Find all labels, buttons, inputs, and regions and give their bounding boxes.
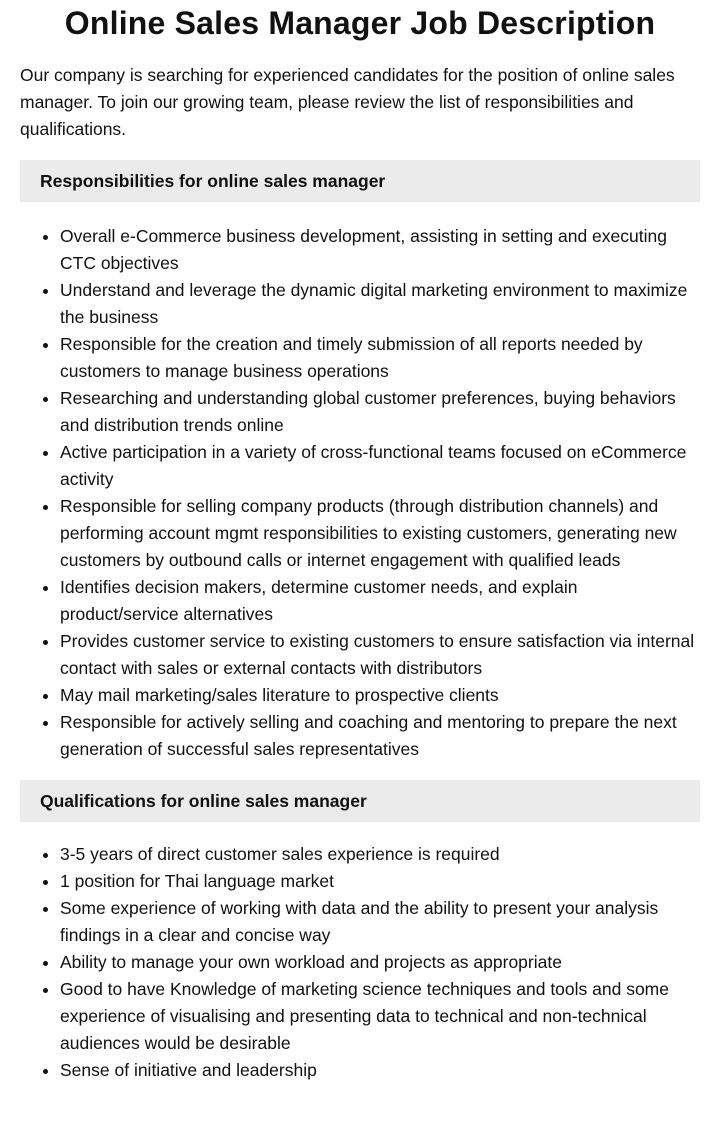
list-item: • Understand and leverage the dynamic digital marketing environment to maximize the business — [60, 277, 700, 331]
list-item: • Responsible for the creation and timely submission of all reports needed by customers to manage business operations — [60, 331, 700, 385]
list-item: • Responsible for actively selling and coaching and mentoring to prepare the next generation of successful sales representatives — [60, 709, 700, 763]
list-item: • 1 position for Thai language market — [60, 868, 700, 895]
list-item: • Sense of initiative and leadership — [60, 1057, 700, 1084]
list-item: • Ability to manage your own workload and projects as appropriate — [60, 949, 700, 976]
qualifications-list — [20, 841, 700, 1084]
intro-paragraph: Our company is searching for experienced candidates for the position of online sales manager. To join our growing team, please review the list of responsibilities and qualifications. — [20, 65, 675, 139]
qualifications-heading: Qualifications for online sales manager — [20, 780, 700, 822]
responsibilities-heading: Responsibilities for online sales manager — [20, 160, 700, 202]
list-item: • Overall e-Commerce business development, assisting in setting and executing CTC objectives — [60, 223, 700, 277]
list-item: • Identifies decision makers, determine customer needs, and explain product/service alternatives — [60, 574, 700, 628]
list-item: • Active participation in a variety of cross-functional teams focused on eCommerce activity — [60, 439, 700, 493]
list-item: • May mail marketing/sales literature to prospective clients — [60, 682, 700, 709]
list-item: • 3-5 years of direct customer sales experience is required — [60, 841, 700, 868]
page-title: Online Sales Manager Job Description — [64, 5, 656, 41]
responsibilities-list — [20, 223, 700, 763]
list-item: • Good to have Knowledge of marketing science techniques and tools and some experience of visualising and presenting data to technical and non-technical audiences would be desirable — [60, 976, 700, 1057]
list-item: • Researching and understanding global customer preferences, buying behaviors and distribution trends online — [60, 385, 700, 439]
list-item: • Responsible for selling company products (through distribution channels) and performing account mgmt responsibilities to existing customers, generating new customers by outbound calls or internet engagement with qualified leads — [60, 493, 700, 574]
list-item: • Some experience of working with data and the ability to present your analysis findings in a clear and concise way — [60, 895, 700, 949]
list-item: • Provides customer service to existing customers to ensure satisfaction via internal contact with sales or external contacts with distributors — [60, 628, 700, 682]
